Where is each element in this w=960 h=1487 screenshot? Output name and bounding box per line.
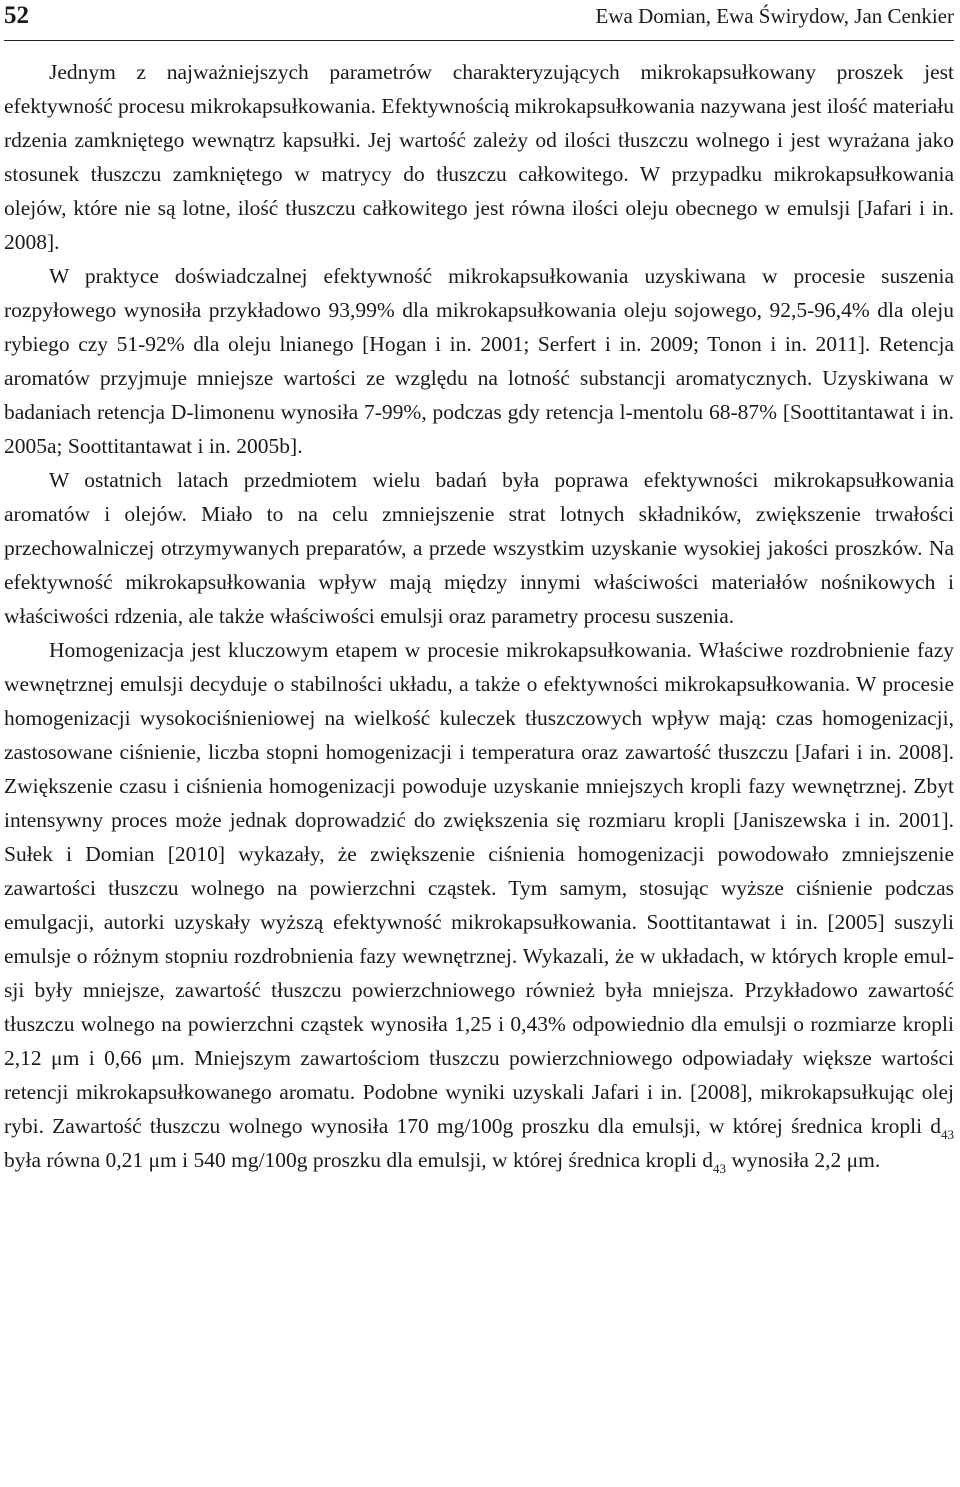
paragraph: Jednym z najważniejszych parametrów charakteryzujących mikrokapsułkowany proszek jest efektywność procesu mikrokapsułkowania. Efektywnością mikrokapsułkowania nazywana jest ilość materiału rdzenia zamkniętego wewnątrz kapsułki. Jej wartość zależy od ilości tłuszczu wolnego i jest wyrażana jako stosunek tłuszczu zamkniętego w matrycy do tłuszczu całkowitego. W przypadku mikrokapsułkowania olejów, które nie są lotne, ilość tłuszczu całkowitego jest równa ilości oleju obecnego w emulsji [Jafari i in. 2008]. [4, 60, 954, 254]
paragraph-text: Homogenizacja jest kluczowym etapem w procesie mikrokapsułkowania. Właściwe rozdrobnienie fazy wewnętrznej emulsji decyduje o stabilności układu, a także o efektywności mikrokapsułkowania. W procesie homogenizacji wysokociśnieniowej na wielkość kuleczek tłuszczowych wpływ mają: czas homogenizacji, zastosowane ciśnienie, liczba stopni homogenizacji i temperatura oraz zawartość tłuszczu [Jafari i in. 2008]. Zwiększenie czasu i ciśnienia homogenizacji powoduje uzyskanie mniejszych kropli fazy wewnętrznej. Zbyt intensywny proces może jednak doprowadzić do zwiększenia się rozmiaru kropli [Janiszewska i in. 2001]. Sułek i Domian [2010] wykazały, że zwiększenie ciśnienia homogenizacji powodowało zmniejszenie zawartości tłuszczu wolnego na powierzchni cząstek. Tym samym, stosując wyższe ciśnienie podczas emulgacji, autorki uzyskały wyższą efektywność mikrokapsułkowania. Soottitantawat i in. [2005] suszyli emulsje o różnym stopniu rozdrobnienia fazy wewnętrznej. Wykazali, że w układach, w których krople emulsji były mniejsze, zawartość tłuszczu powierzchniowego również była mniejsza. Przykładowo zawartość tłuszczu wolnego na powierzchni cząstek wynosiła 1,25 i 0,43% odpowiednio dla emulsji o rozmiarze kropli 2,12 μm i 0,66 μm. Mniejszym zawartościom tłuszczu powierzchniowego odpowiadały większe wartości retencji mikrokapsułkowanego aromatu. Podobne wyniki uzyskali Jafari i in. [2008], mikrokapsułkując olej rybi. Zawartość tłuszczu wolnego wynosiła 170 mg/100g proszku dla emulsji, w której średnica kropli d [4, 638, 954, 1138]
running-head-authors: Ewa Domian, Ewa Świrydow, Jan Cenkier [595, 4, 954, 28]
paragraph: W praktyce doświadczalnej efektywność mikrokapsułkowania uzyskiwana w procesie suszenia rozpyłowego wynosiła przykładowo 93,99% dla mikrokapsułkowania oleju sojowego, 92,5-96,4% dla oleju rybiego czy 51-92% dla oleju lnianego [Hogan i in. 2001; Serfert i in. 2009; Tonon i in. 2011]. Retencja aromatów przyjmuje mniejsze wartości ze względu na lotność substancji aromatycznych. Uzyskiwana w badaniach retencja D-limonenu wynosiła 7-99%, podczas gdy retencja l-mentolu 68-87% [Soottitantawat i in. 2005a; Soottitantawat i in. 2005b]. [4, 264, 954, 458]
page-number: 52 [4, 2, 29, 29]
subscript-43: 43 [712, 1161, 726, 1176]
body-text [4, 55, 954, 1177]
running-header [4, 0, 954, 41]
paragraph: W ostatnich latach przedmiotem wielu badań była poprawa efektywności mikrokapsułkowania aromatów i olejów. Miało to na celu zmniejszenie strat lotnych składników, zwiększenie trwałości przechowalniczej otrzymywanych preparatów, a przede wszystkim uzyskanie wysokiej jakości proszków. Na efektywność mikrokapsułkowania wpływ mają między innymi właściwości materiałów nośnikowych i właściwości rdzenia, ale także właściwości emulsji oraz parametry procesu suszenia. [4, 468, 954, 628]
paragraph-text: była równa 0,21 μm i 540 mg/100g proszku dla emulsji, w której średnica kropli d [4, 1148, 713, 1172]
paragraph [4, 633, 954, 1177]
subscript-43: 43 [941, 1127, 954, 1142]
paragraph-text: wynosiła 2,2 μm. [725, 1148, 881, 1172]
